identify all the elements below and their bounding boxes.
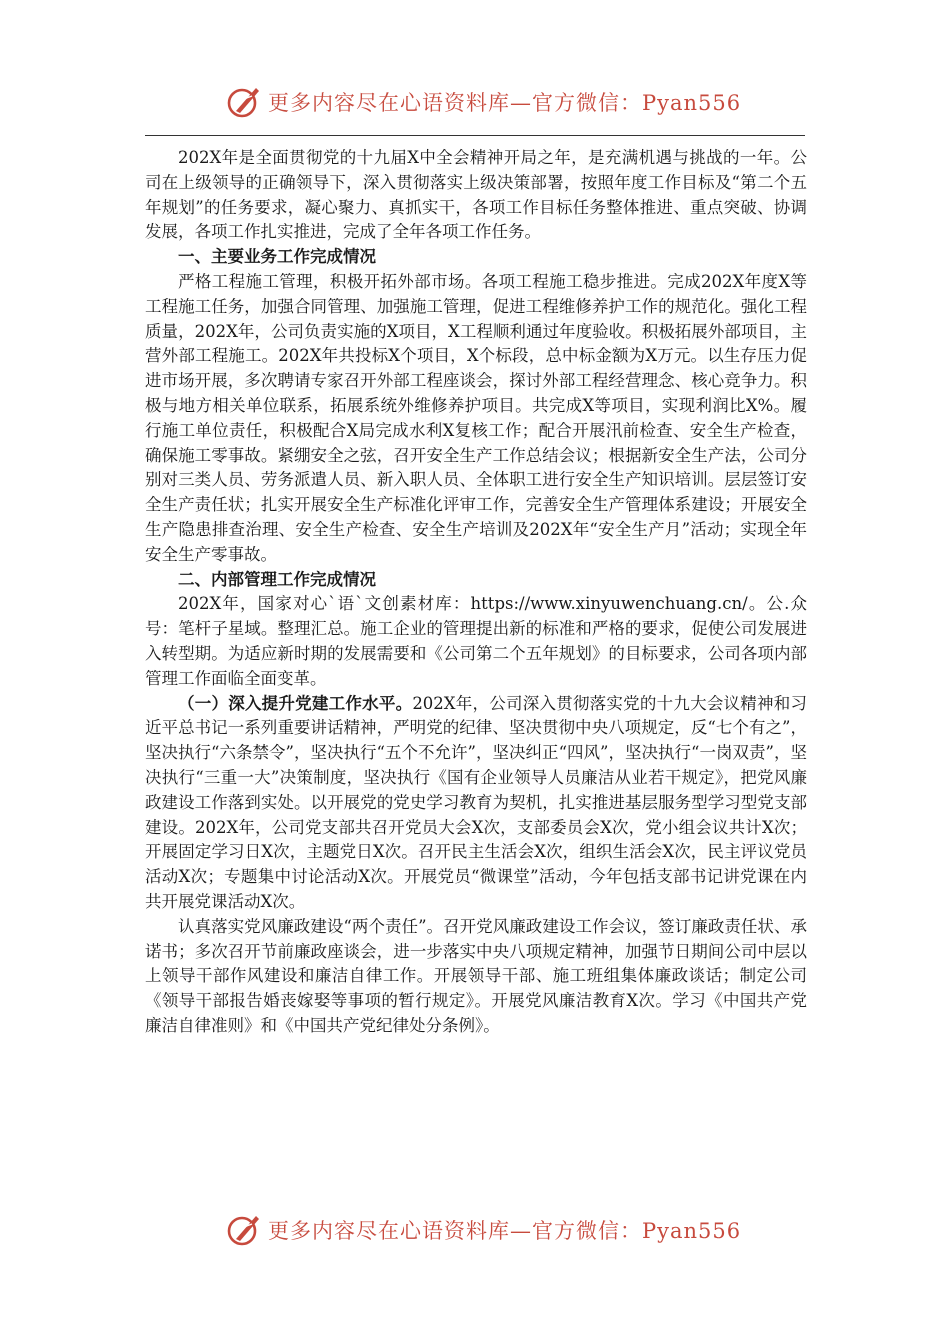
footer-banner-text: 更多内容尽在心语资料库—官方微信：Pyan556 xyxy=(268,1219,742,1243)
quill-pen-logo-icon xyxy=(226,84,262,120)
party-building-title: （一）深入提升党建工作水平。 xyxy=(178,693,413,713)
quill-pen-logo-icon xyxy=(226,1212,262,1248)
header-divider xyxy=(145,135,805,136)
section-heading-management: 二、内部管理工作完成情况 xyxy=(178,569,376,589)
section-heading-business: 一、主要业务工作完成情况 xyxy=(178,247,376,267)
footer-banner[interactable] xyxy=(226,1210,741,1250)
party-building-paragraph xyxy=(145,692,807,915)
header-banner-text: 更多内容尽在心语资料库—官方微信：Pyan556 xyxy=(268,91,742,115)
section-management-paragraph: 202X年，国家对心`语`文创素材库：https://www.xinyuwenchuang.cn/。公.众号：笔杆子星域。整理汇总。施工企业的管理提出新的标准和严格的要求，促使公司发展进入转型期。为适应新时期的发展需要和《公司第二个五年规划》的目标要求，公司各项内部管理工作面临全面变革。 xyxy=(145,594,807,688)
intro-paragraph: 202X年是全面贯彻党的十九届X中全会精神开局之年，是充满机遇与挑战的一年。公司在上级领导的正确领导下，深入贯彻落实上级决策部署，按照年度工作目标及“第二个五年规划”的任务要求，凝心聚力、真抓实干，各项工作目标任务整体推进、重点突破、协调发展，各项工作扎实推进，完成了全年各项工作任务。 xyxy=(145,148,807,242)
integrity-paragraph: 认真落实党风廉政建设“两个责任”。召开党风廉政建设工作会议，签订廉政责任状、承诺书；多次召开节前廉政座谈会，进一步落实中央八项规定精神，加强节日期间公司中层以上领导干部作风建设和廉洁自律工作。开展领导干部、施工班组集体廉政谈话；制定公司《领导干部报告婚丧嫁娶等事项的暂行规定》。开展党风廉洁教育X次。学习《中国共产党廉洁自律准则》和《中国共产党纪律处分条例》。 xyxy=(145,916,807,1035)
document-body xyxy=(145,146,807,1039)
party-building-text: 202X年，公司深入贯彻落实党的十九大会议精神和习近平总书记一系列重要讲话精神，严明党的纪律、坚决贯彻中央八项规定，反“七个有之”，坚决执行“六条禁令”，坚决执行“五个不允许”，坚决纠正“四风”，坚决执行“一岗双责”，坚决执行“三重一大”决策制度，坚决执行《国有企业领导人员廉洁从业若干规定》，把党风廉政建设工作落到实处。以开展党的党史学习教育为契机，扎实推进基层服务型学习型党支部建设。202X年，公司党支部共召开党员大会X次，支部委员会X次，党小组会议共计X次；开展固定学习日X次，主题党日X次。召开民主生活会X次，组织生活会X次，民主评议党员活动X次；专题集中讨论活动X次。开展党员“微课堂”活动，今年包括支部书记讲党课在内共开展党课活动X次。 xyxy=(145,693,808,911)
header-banner[interactable] xyxy=(226,82,741,122)
section-business-paragraph: 严格工程施工管理，积极开拓外部市场。各项工程施工稳步推进。完成202X年度X等工程施工任务，加强合同管理、加强施工管理，促进工程维修养护工作的规范化。强化工程质量，202X年，公司负责实施的X项目，X工程顺利通过年度验收。积极拓展外部项目，主营外部工程施工。202X年共投标X个项目，X个标段，总中标金额为X万元。以生存压力促进市场开展，多次聘请专家召开外部工程座谈会，探讨外部工程经营理念、核心竞争力。积极与地方相关单位联系，拓展系统外维修养护项目。共完成X等项目，实现利润比X%。履行施工单位责任，积极配合X局完成水利X复核工作；配合开展汛前检查、安全生产检查，确保施工零事故。紧绷安全之弦，召开安全生产工作总结会议；根据新安全生产法，公司分别对三类人员、劳务派遣人员、新入职人员、全体职工进行安全生产知识培训。层层签订安全生产责任状；扎实开展安全生产标准化评审工作，完善安全生产管理体系建设；开展安全生产隐患排查治理、安全生产检查、安全生产培训及202X年“安全生产月”活动；实现全年安全生产零事故。 xyxy=(145,271,807,564)
